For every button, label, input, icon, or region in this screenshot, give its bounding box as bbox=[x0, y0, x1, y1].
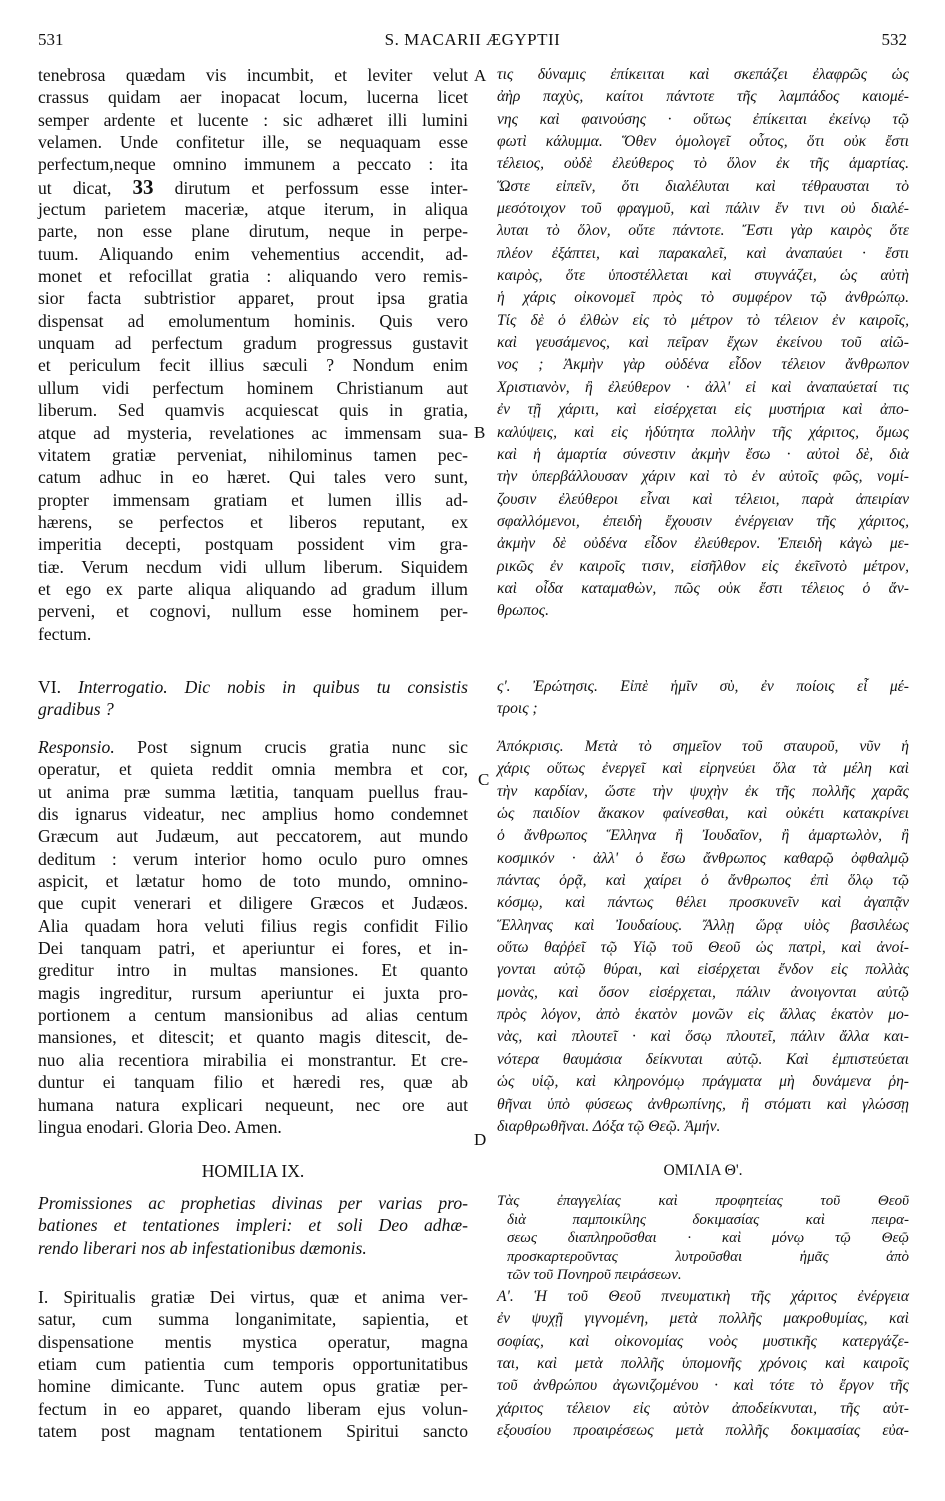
text-line: hærens, se perfectos et liberos reputant, ex bbox=[38, 511, 468, 532]
text-line: catum adhuc in eo hæret. Qui tales vero sunt, bbox=[38, 467, 468, 488]
text-line: tatem post magnam tentationem Spiritui sancto bbox=[38, 1421, 468, 1442]
text-line: lingua enodari. Gloria Deo. Amen. bbox=[38, 1116, 282, 1137]
text-line: etiam cum patientia cum temporis opportunitatibus bbox=[38, 1354, 468, 1375]
latin-question bbox=[38, 676, 468, 721]
summary-line: Promissiones ac prophetias divinas per varias pro- bbox=[38, 1193, 468, 1213]
text-line: ἡ χάρις οἰκονομεῖ πρὸς τὸ συμφέρον τῷ ἀνθρώπῳ. bbox=[497, 289, 909, 307]
text-line: χάριτος τέλειον εἰς αὐτὸν ἀποδείκνυται, τῆς αὐτ- bbox=[497, 1399, 909, 1417]
text-line: νος ; Ἀκμὴν γὰρ οὐδένα εἶδον τέλειον ἄνθρωπον bbox=[497, 356, 909, 374]
text-line: χάρις οὕτως ἐνεργεῖ καὶ εἰρηνεύει ὅλα τὰ μέλη καὶ bbox=[497, 760, 909, 778]
text-line: τὴν καρδίαν, ὥστε τὴν ψυχὴν ἐκ τῆς πολλῆς χαρᾶς bbox=[497, 782, 909, 800]
text-line: καλύψεις, καὶ εἰς ἡδύτητα πολλὴν τῆς χάριτος, ὅμως bbox=[497, 423, 909, 441]
text-line: unquam ad perfectum gradum progressus gustavit bbox=[38, 333, 468, 354]
page-number-left: 531 bbox=[38, 30, 64, 49]
text-line: καὶ γευσάμενος, καὶ πεῖραν ἔχων ἐκείνου τοῦ αἰῶ- bbox=[497, 334, 909, 352]
latin-paragraph-i bbox=[38, 1286, 468, 1442]
text-line: τοῦ ἀνθρώπου ἀγωνιζομένου · καὶ τότε τὸ ἔργον τῆς bbox=[497, 1377, 909, 1395]
text-line: velamen. Unde confitetur ille, se nequaquam esse bbox=[38, 132, 468, 153]
page-number-right: 532 bbox=[881, 30, 907, 49]
text-line: πρὸς λόγον, ἀπὸ ἑκατὸν μονῶν εἰς ἄλλας ἑκατὸν μο- bbox=[497, 1006, 909, 1024]
text-line: propter immensam gratiam et lumen illis ad- bbox=[38, 489, 468, 510]
text-line: liberum. Sed quamvis acquiescat quis in gratia, bbox=[38, 400, 468, 421]
text-line: μεσότοιχον τοῦ φραγμοῦ, καὶ πάλιν ἔν τινι οὐ διαλέ- bbox=[497, 200, 909, 218]
summary-line: bationes et tentationes impleri: et soli Deo adhæ- bbox=[38, 1215, 468, 1236]
text-line: portionem a centum mansionibus ad alias centum bbox=[38, 1005, 468, 1026]
text-line: θρωπος. bbox=[497, 602, 549, 620]
text-line: Ὥστε εἰπεῖν, ὅτι διαλέλυται καὶ τέθραυσται τὸ bbox=[497, 177, 909, 195]
text-line: τὴν ὑπερβάλλουσαν χάριν καὶ τὸ ἐν αὐτοῖς φῶς, νομί- bbox=[497, 468, 909, 486]
question-line bbox=[38, 676, 468, 698]
text-line: ἐν τῇ χάριτι, καὶ εἰσέρχεται εἰς μυστήρια καὶ ἀπο- bbox=[497, 401, 909, 419]
homily-title: ΟΜΙΛΙΑ Θ'. bbox=[663, 1162, 743, 1179]
text-line: tiæ. Verum necdum vidi ullum liberum. Siquidem bbox=[38, 556, 468, 577]
response-label: Responsio. bbox=[38, 737, 115, 757]
text-line: crassus quidam aer inopacat locum, lucerna licet bbox=[38, 87, 468, 108]
text-line: ἀὴρ παχὺς, καίτοι πάντοτε τῆς λαμπάδος καιομέ- bbox=[497, 88, 909, 106]
text-line: ὡς παιδίον ἄκακον φαίνεσθαι, καὶ οὐκέτι κατακρίνει bbox=[497, 805, 909, 823]
text-line: greditur intro in multas mansiones. Et quanto bbox=[38, 960, 468, 981]
text-line: φωτὶ κάλυμμα. Ὅθεν ὁμολογεῖ οὗτος, ὅτι οὐκ ἔστι bbox=[497, 133, 909, 151]
question-line: τροις ; bbox=[497, 700, 538, 718]
text-line: deditum : verum interior homo oculo puro omnes bbox=[38, 848, 468, 869]
text-line: et periculum fecit illius sæculi ? Nondum enim bbox=[38, 355, 468, 376]
text-line: mansiones, et ditescit; et quanto magis ditescit, de- bbox=[38, 1027, 468, 1048]
latin-homily-title bbox=[38, 1160, 468, 1182]
text-line: Dei tanquam patri, et aperiuntur ei fores, et in- bbox=[38, 938, 468, 959]
text-line: καὶ ἡ ἁμαρτία σύνεστιν ἀκμὴν ἔσω · αὐτοὶ δὲ, διὰ bbox=[497, 445, 909, 463]
text-line: dispensatione mentis mystica operatur, magna bbox=[38, 1331, 468, 1352]
text-line: καὶ οἶδα καταμαθὼν, πῶς οὐκ ἔστι τέλειος ὁ ἄν- bbox=[497, 579, 909, 597]
text-line: Græcum aut Judæum, aut peccatorem, aut mundo bbox=[38, 826, 468, 847]
text-line: Responsio. Post signum crucis gratia nunc sic bbox=[38, 737, 468, 757]
summary-line: τῶν τοῦ Πονηροῦ πειράσεων. bbox=[507, 1267, 682, 1284]
text-line: μονὰς, καὶ ὅσον εἰσέρχεται, πάλιν ἀνοιγονται αὐτῷ bbox=[497, 983, 909, 1001]
margin-letter-a: A bbox=[474, 66, 487, 85]
margin-letter-b: B bbox=[474, 423, 486, 442]
text-line: humana natura explicari nequeunt, nec ore aut bbox=[38, 1094, 468, 1115]
latin-summary bbox=[38, 1192, 468, 1259]
text-line: ullum vidi perfectum hominem Christianum aut bbox=[38, 377, 468, 398]
text-line: dis ignarus videatur, nec amplius homo condemnet bbox=[38, 804, 468, 825]
text-line: operatur, et quieta reddit omnia membra et cor, bbox=[38, 759, 468, 780]
text-line: πάντας ὁρᾷ, καὶ χαίρει ὁ ἄνθρωπος ἐπὶ ὅλῳ τῷ bbox=[497, 872, 909, 890]
text-line: καιρὸς, ὅτε ὑποστέλλεται καὶ στυγνάζει, ὡς αὐτὴ bbox=[497, 267, 909, 285]
text-line: εξουσίου προαιρέσεως μετὰ πολλῆς δοκιμασίας εὐα- bbox=[497, 1422, 909, 1440]
text-line: sior facta subtristior apparet, prout ipsa gratia bbox=[38, 288, 468, 309]
text-line: ὡς υἱῷ, καὶ κληρονόμῳ πράγματα μὴ δυνάμενα ῥη- bbox=[497, 1073, 909, 1091]
greek-response bbox=[497, 736, 909, 1138]
text-line: que cupit venerari et diligere Græcos et Judæos. bbox=[38, 893, 468, 914]
text-line: perveni, et cognovi, nullum esse hominem per- bbox=[38, 601, 468, 622]
running-header bbox=[38, 30, 907, 56]
text-line: Τίς δὲ ὁ ἐλθὼν εἰς τὸ μέτρον τὸ τέλειον ἐν καιροῖς, bbox=[497, 311, 909, 329]
text-line: οὕτω θαῤῥεῖ τῷ Υἱῷ τοῦ Θεοῦ ὡς πατρὶ, καὶ ἀνοί- bbox=[497, 939, 909, 957]
text-line: et ego ex parte aliqua aliquando ad gradum illum bbox=[38, 578, 468, 599]
text-line: νὰς, καὶ πλουτεῖ · καὶ ὅσῳ πλουτεῖ, πάλιν ἄλλα και- bbox=[497, 1028, 909, 1046]
text-line: νότερα θαυμάσια δείκνυται αὐτῷ. Καὶ ἐμπιστεύεται bbox=[497, 1050, 909, 1068]
text-line: πλέον ἐξάπτει, καὶ παρακαλεῖ, καὶ ἀναπαύει · ἔστι bbox=[497, 244, 909, 262]
text-line: aspicit, et lætatur homo de toto mundo, omnino- bbox=[38, 871, 468, 892]
text-line: satur, cum summa longanimitate, sapientia, et bbox=[38, 1309, 468, 1330]
summary-line: rendo liberari nos ab infestationibus dæmonis. bbox=[38, 1237, 367, 1258]
greek-paragraph-i bbox=[497, 1286, 909, 1442]
latin-paragraph-1 bbox=[38, 64, 468, 645]
text-line: dispensat ad emolumentum hominis. Quis vero bbox=[38, 310, 468, 331]
margin-letter-c: C bbox=[478, 770, 490, 789]
text-line: nuo alia recentiora mirabilia ei monstrantur. Et cre- bbox=[38, 1049, 468, 1070]
text-line: ἀκμὴν δὲ οὐδένα εἶδον ἐλεύθερον. Ἐπειδὴ κἀγὼ με- bbox=[497, 535, 909, 553]
text-line: ρικῶς ἐν καιροῖς τισιν, εἰσῆλθον εἰς ἐκεῖνοτὸ μέτρον, bbox=[497, 557, 909, 575]
text-line: atque ad mysteria, revelationes ac immensam sua- bbox=[38, 422, 468, 443]
text-line: κοσμικόν · ἀλλ' ὁ ἔσω ἄνθρωπος καθαρῷ ὀφθαλμῷ bbox=[497, 849, 909, 867]
text-line: Χριστιανὸν, ἢ ἐλεύθερον · ἀλλ' εἰ καὶ ἀναπαύεταί τις bbox=[497, 378, 909, 396]
question-text: Interrogatio. Dic nobis in quibus tu consistis bbox=[77, 677, 468, 697]
summary-line: Τὰς ἐπαγγελίας καὶ προφητείας τοῦ Θεοῦ bbox=[497, 1193, 909, 1209]
greek-summary bbox=[497, 1192, 909, 1285]
text-line: σφαλλόμενοι, ἐπειδὴ ἔχουσιν ἐνέργειαν τῆς χάριτος, bbox=[497, 512, 909, 530]
greek-homily-title bbox=[497, 1160, 909, 1182]
greek-question bbox=[497, 676, 909, 721]
text-line: Ἕλληνας καὶ Ἰουδαίους. Ἄλλῃ ὥρᾳ υἱὸς βασιλέως bbox=[497, 916, 909, 934]
text-line: monet et refocillat gratia : aliquando vero remis- bbox=[38, 266, 468, 287]
text-line: Α'. Ἡ τοῦ Θεοῦ πνευματικὴ τῆς χάριτος ἐνέργεια bbox=[497, 1288, 909, 1305]
question-line: ς'. Ἐρώτησις. Εἰπὲ ἡμῖν σὺ, ἐν ποίοις εἶ μέ- bbox=[497, 678, 909, 695]
text-line: magis ingreditur, rursum aperiuntur ei juxta pro- bbox=[38, 982, 468, 1003]
running-title: S. MACARII ÆGYPTII bbox=[384, 30, 561, 49]
text-line: tenebrosa quædam vis incumbit, et leviter velut bbox=[38, 65, 468, 85]
text-line: γονται αὐτῷ θύραι, καὶ εἰσέρχεται ἔνδον εἰς πολλὰς bbox=[497, 961, 909, 979]
question-number: VI. bbox=[38, 677, 61, 697]
text-line: τις δύναμις ἐπίκειται καὶ σκεπάζει ἐλαφρῶς ὡς bbox=[497, 66, 909, 83]
text-line: ται, καὶ μετὰ πολλῆς ὑπομονῆς χρόνοις καὶ καιροῖς bbox=[497, 1355, 909, 1373]
text-line: ζουσιν ἐλεύθεροι εἶναι καὶ τέλειοι, παρὰ ἀπειρίαν bbox=[497, 490, 909, 508]
text-line: homine dimicante. Tunc autem opus gratiæ per- bbox=[38, 1376, 468, 1397]
text-line: tuum. Aliquando enim vehementius accendit, ad- bbox=[38, 243, 468, 264]
text-line: perfectum,neque omnino immunem a peccato : ita bbox=[38, 154, 468, 175]
text-line: διαρθρωθῆναι. Δόξα τῷ Θεῷ. Ἀμήν. bbox=[497, 1117, 721, 1135]
text-line: fectum in eo apparet, quando liberam ejus volun- bbox=[38, 1398, 468, 1419]
summary-line: διὰ παμποικίλης δοκιμασίας καὶ πειρα- bbox=[507, 1211, 909, 1228]
text-line: ut anima præ summa lætitia, tanquam puellus frau- bbox=[38, 781, 468, 802]
text-line: I. Spiritualis gratiæ Dei virtus, quæ et anima ver- bbox=[38, 1287, 468, 1307]
text-line: parte, non esse plane dirutum, neque in perpe- bbox=[38, 221, 468, 242]
question-line: gradibus ? bbox=[38, 699, 114, 720]
text-line: τέλειος, οὐδὲ ἐλεύθερος τὸ ὅλον ἐκ τῆς ἁμαρτίας. bbox=[497, 155, 909, 173]
text-line: κόσμῳ, καὶ πάντως θέλει προσκυνεῖν καὶ ἀγαπᾷν bbox=[497, 894, 909, 912]
text-line: semper ardente et lucente : sic adhæret illi lumini bbox=[38, 109, 468, 130]
text-line: ὁ ἄνθρωπος Ἕλληνα ἢ Ἰουδαῖον, ἢ ἁμαρτωλὸν, ἢ bbox=[497, 827, 909, 845]
text-line: duntur ei tanquam filio et hæredi res, quæ ab bbox=[38, 1072, 468, 1093]
text-line: σοφίας, καὶ οἰκονομίας νοὸς μυστικῆς κατεργάζε- bbox=[497, 1332, 909, 1350]
text-line: ut dicat, 33 dirutum et perfossum esse inter- bbox=[38, 174, 468, 199]
text-line: imperitia decepti, postquam possident vim gra- bbox=[38, 534, 468, 555]
text-line: ἐν ψυχῇ γιγνομένη, μετὰ πολλῆς μακροθυμίας, καὶ bbox=[497, 1310, 909, 1328]
summary-line: προσκαρτεροῦντας λυτροῦσθαι ἡμᾶς ἀπὸ bbox=[507, 1248, 909, 1265]
text-line: νης καὶ φαινούσης · οὕτως ἐπίκειται ἐκείνῳ τῷ bbox=[497, 110, 909, 128]
text-line: θῆναι ὑπὸ φύσεως ἀνθρωπίνης, ἢ στόματι καὶ γλώσσῃ bbox=[497, 1095, 909, 1113]
latin-response bbox=[38, 736, 468, 1138]
text-line: Ἀπόκρισις. Μετὰ τὸ σημεῖον τοῦ σταυροῦ, νῦν ἡ bbox=[497, 738, 909, 755]
text-line: λυται τὸ ὅλον, οὔτε πάντοτε. Ἔστι γὰρ καιρὸς ὅτε bbox=[497, 222, 909, 240]
section-number: 33 bbox=[132, 174, 154, 199]
margin-letter-d: D bbox=[474, 1130, 487, 1149]
summary-line: σεως διαπληροῦσθαι · καὶ μόνῳ τῷ Θεῷ bbox=[507, 1230, 909, 1247]
greek-paragraph-1 bbox=[497, 64, 909, 623]
homily-title: HOMILIA IX. bbox=[201, 1161, 305, 1181]
text-line: Alia quadam hora veluti filius regis confidit Filio bbox=[38, 915, 468, 936]
text-line: vitatem gratiæ perveniat, nihilominus tamen pec- bbox=[38, 444, 468, 465]
text-line: fectum. bbox=[38, 623, 92, 644]
text-line: jectum parietem maceriæ, atque iterum, in aliqua bbox=[38, 199, 468, 220]
